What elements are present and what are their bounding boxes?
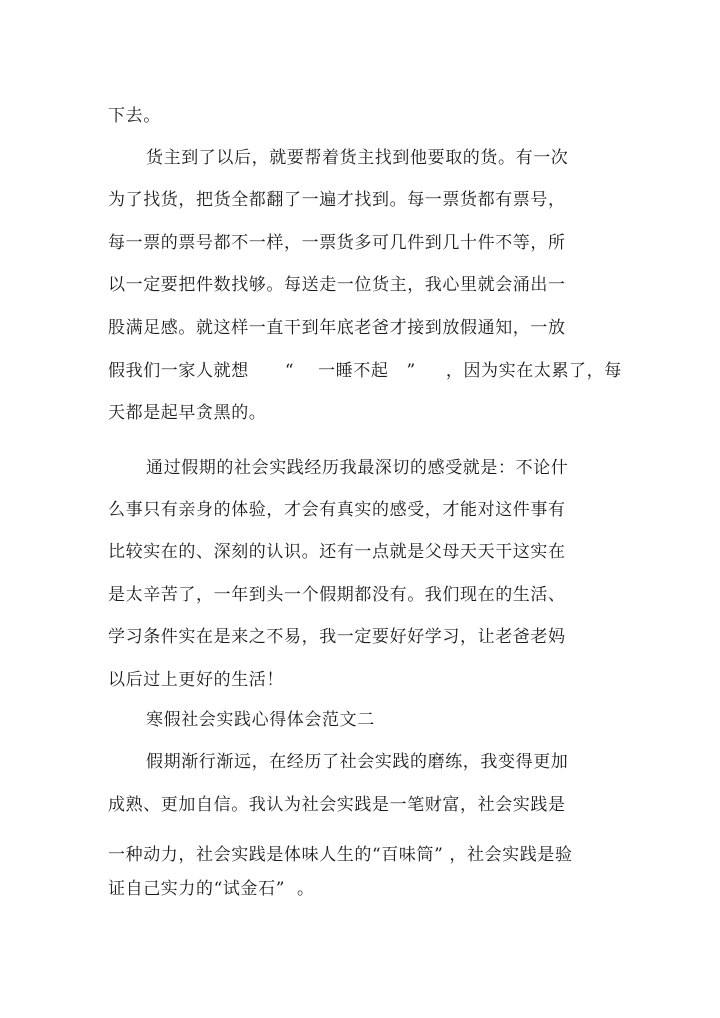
text-line: 比较实在的、深刻的认识。还有一点就是父母天天干这实在: [108, 542, 566, 562]
text-line: 以后过上更好的生活！: [108, 670, 284, 690]
text-line: 每一票的票号都不一样，一票货多可几件到几十件不等，所: [108, 233, 566, 253]
section-heading: 寒假社会实践心得体会范文二: [146, 710, 375, 730]
text-line: 货主到了以后，就要帮着货主找到他要取的货。有一次: [146, 148, 569, 168]
text-line: 证自己实力的“试金石” 。: [108, 879, 315, 899]
text-line: 通过假期的社会实践经历我最深切的感受就是：不论什: [146, 458, 569, 478]
text-line: 么事只有亲身的体验，才会有真实的感受，才能对这件事有: [108, 500, 566, 520]
text-line: 假我们一家人就想 “ 一睡不起 ” ，因为实在太累了，每: [108, 361, 622, 381]
text-line: 以一定要把件数找够。每送走一位货主，我心里就会涌出一: [108, 275, 566, 295]
text-line: 是太辛苦了，一年到头一个假期都没有。我们现在的生活、: [108, 585, 566, 605]
text-line: 假期渐行渐远，在经历了社会实践的磨练，我变得更加: [146, 752, 569, 772]
text-line: 一种动力，社会实践是体味人生的“百味筒” ，社会实践是验: [108, 845, 573, 865]
text-line: 股满足感。就这样一直干到年底老爸才接到放假通知，一放: [108, 318, 566, 338]
text-line: 下去。: [108, 106, 161, 126]
text-line: 天都是起早贪黑的。: [108, 403, 267, 423]
text-line: 成熟、更加自信。我认为社会实践是一笔财富，社会实践是: [108, 795, 566, 815]
text-line: 为了找货，把货全都翻了一遍才找到。每一票货都有票号，: [108, 190, 566, 210]
text-line: 学习条件实在是来之不易，我一定要好好学习，让老爸老妈: [108, 627, 566, 647]
